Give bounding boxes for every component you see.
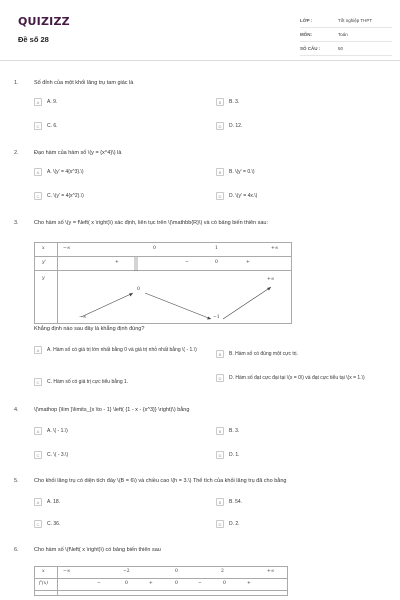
- question-text: Cho khối lăng trụ có diện tích đáy \(B = 6\) và chiều cao \(h = 3.\) Thể tích của khối lăng trụ đã cho bằng: [34, 478, 287, 484]
- meta-row-subject: [300, 28, 392, 42]
- derivative-sign: +: [246, 260, 250, 265]
- option-text: A. \( - 1.\): [47, 427, 68, 434]
- derivative-sign: +: [247, 581, 251, 586]
- derivative-zero: 0: [223, 581, 226, 586]
- option-letter-box: A: [34, 168, 42, 176]
- derivative-sign: −: [185, 260, 189, 265]
- meta-label: MÔN:: [300, 32, 312, 37]
- option-letter-box: D: [216, 451, 224, 459]
- option-text: C. 36.: [47, 520, 61, 527]
- derivative-sign: −: [97, 581, 101, 586]
- option-b[interactable]: [216, 350, 298, 358]
- option-d[interactable]: [216, 520, 240, 528]
- x-value: −2: [123, 569, 130, 574]
- option-text: C. \( - 3.\): [47, 451, 69, 458]
- x-value: 1: [215, 246, 218, 251]
- option-letter-box: A: [34, 98, 42, 106]
- option-text: D. 2.: [229, 520, 240, 527]
- option-text: A. 18.: [47, 498, 61, 505]
- meta-label: SỐ CÂU :: [300, 46, 321, 51]
- x-value: 2: [221, 569, 224, 574]
- option-text: B. 54.: [229, 498, 243, 505]
- meta-value: Tốt nghiệp THPT: [338, 18, 373, 23]
- option-b[interactable]: [216, 498, 242, 506]
- y-value: −1: [213, 315, 220, 320]
- option-d[interactable]: [216, 374, 392, 382]
- variation-table: [34, 242, 292, 324]
- option-letter-box: D: [216, 122, 224, 130]
- question-text: \(\mathop {\lim }\limits_{x \to - 1} \left( {1 - x - {x^3}} \right)\) bằng: [34, 407, 190, 413]
- option-letter-box: B: [216, 350, 224, 358]
- option-letter-box: B: [216, 98, 224, 106]
- derivative-sign: +: [149, 581, 153, 586]
- y-value: −∞: [79, 315, 87, 320]
- derivative-sign: −: [198, 581, 202, 586]
- option-letter-box: C: [34, 451, 42, 459]
- option-a[interactable]: [34, 427, 68, 435]
- option-letter-box: D: [216, 520, 224, 528]
- option-letter-box: A: [34, 498, 42, 506]
- option-text: C. 6.: [47, 122, 58, 129]
- question-text: Cho hàm số \(y = f\left( x \right)\) xác định, liên tục trên \(\mathbb{R}\) và có bảng biến thiên sau:: [34, 220, 269, 226]
- option-text: D. \(y' = 4x.\): [229, 192, 258, 199]
- option-letter-box: C: [34, 192, 42, 200]
- option-text: D. Hàm số đạt cực đại tại \(x = 0\) và đạt cực tiểu tại \(x = 1.\): [229, 374, 365, 381]
- header-divider: [0, 60, 400, 61]
- option-letter-box: C: [34, 520, 42, 528]
- option-letter-box: B: [216, 427, 224, 435]
- row-label-yprime: y': [42, 260, 46, 265]
- exam-meta: [300, 14, 392, 56]
- option-letter-box: B: [216, 168, 224, 176]
- table-column-divider: [57, 567, 58, 595]
- table-row: [35, 567, 287, 579]
- question-text: Số đỉnh của một khối lăng trụ tam giác là: [34, 80, 134, 86]
- option-letter-box: D: [216, 374, 224, 382]
- option-text: B. 3.: [229, 98, 240, 105]
- meta-label: LỚP :: [300, 18, 313, 23]
- option-letter-box: B: [216, 498, 224, 506]
- question-number: 3.: [14, 220, 19, 226]
- row-label-fprime: f'(x): [39, 581, 48, 586]
- option-text: B. Hàm số có đúng một cực trị.: [229, 350, 298, 357]
- quizizz-logo: QUIZIZZ: [18, 15, 70, 28]
- x-value: 0: [175, 569, 178, 574]
- x-value: 0: [153, 246, 156, 251]
- option-text: A. 9.: [47, 98, 58, 105]
- option-a[interactable]: [34, 498, 60, 506]
- row-label-y: y: [42, 276, 45, 281]
- option-d[interactable]: [216, 451, 240, 459]
- x-value: +∞: [267, 569, 275, 574]
- option-b[interactable]: [216, 98, 239, 106]
- row-label-x: x: [42, 569, 45, 574]
- x-value: +∞: [271, 246, 279, 251]
- variation-table: [34, 566, 288, 596]
- question-number: 5.: [14, 478, 19, 484]
- row-label-x: x: [42, 246, 45, 251]
- meta-row-class: [300, 14, 392, 28]
- derivative-sign: +: [115, 260, 119, 265]
- option-a[interactable]: [34, 168, 84, 176]
- y-value: 0: [137, 287, 140, 292]
- meta-value: 50: [338, 46, 344, 51]
- option-letter-box: A: [34, 346, 42, 354]
- question-number: 6.: [14, 547, 19, 553]
- question-number: 2.: [14, 150, 19, 156]
- option-b[interactable]: [216, 168, 255, 176]
- derivative-zero: 0: [215, 260, 218, 265]
- meta-value: Toán: [338, 32, 348, 37]
- option-letter-box: D: [216, 192, 224, 200]
- option-letter-box: C: [34, 122, 42, 130]
- option-c[interactable]: [34, 378, 128, 386]
- option-a[interactable]: [34, 98, 57, 106]
- option-c[interactable]: [34, 520, 60, 528]
- option-letter-box: A: [34, 427, 42, 435]
- option-text: C. \(y' = 4{x^2}.\): [47, 192, 84, 199]
- y-value: +∞: [267, 277, 275, 282]
- variation-arrows: [35, 243, 293, 325]
- exam-title: Đề số 28: [18, 35, 49, 44]
- option-c[interactable]: [34, 451, 68, 459]
- question-follow-up: Khẳng định nào sau đây là khẳng định đúng?: [34, 326, 145, 332]
- question-text: Đạo hàm của hàm số \(y = {x^4}\) là: [34, 150, 122, 156]
- option-text: A. \(y' = 4{x^3}.\): [47, 168, 84, 175]
- option-text: D. 1.: [229, 451, 240, 458]
- option-d[interactable]: [216, 192, 257, 200]
- option-b[interactable]: [216, 427, 239, 435]
- option-letter-box: C: [34, 378, 42, 386]
- option-c[interactable]: [34, 122, 58, 130]
- option-text: C. Hàm số có giá trị cực tiểu bằng 1.: [47, 378, 129, 385]
- meta-row-count: [300, 42, 392, 56]
- option-a[interactable]: [34, 346, 204, 354]
- question-text: Cho hàm số \(f\left( x \right)\) có bảng biến thiên sau: [34, 547, 161, 553]
- derivative-zero: 0: [175, 581, 178, 586]
- option-text: D. 12.: [229, 122, 243, 129]
- question-number: 4.: [14, 407, 19, 413]
- option-c[interactable]: [34, 192, 84, 200]
- x-value: −∞: [63, 569, 71, 574]
- option-d[interactable]: [216, 122, 242, 130]
- question-number: 1.: [14, 80, 19, 86]
- option-text: A. Hàm số có giá trị lớn nhất bằng 0 và giá trị nhỏ nhất bằng \( - 1.\): [47, 346, 197, 353]
- option-text: B. \(y' = 0.\): [229, 168, 255, 175]
- derivative-zero: 0: [125, 581, 128, 586]
- option-text: B. 3.: [229, 427, 240, 434]
- x-value: −∞: [63, 246, 71, 251]
